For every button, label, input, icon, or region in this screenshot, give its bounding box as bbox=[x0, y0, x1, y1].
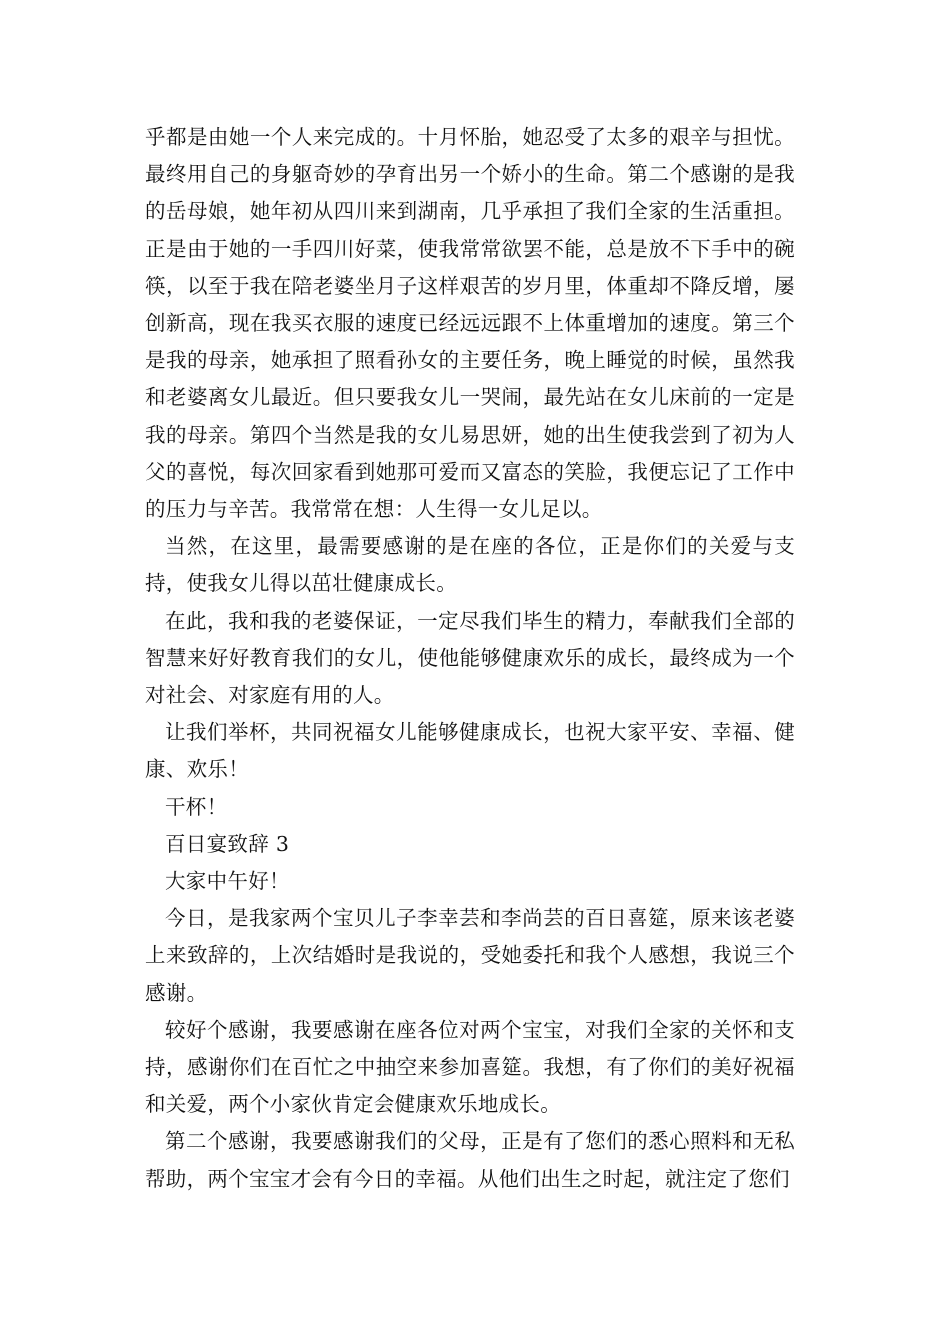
paragraph-1: 乎都是由她一个人来完成的。十月怀胎，她忍受了太多的艰辛与担忧。最终用自己的身躯奇妙的孕育出另一个娇小的生命。第二个感谢的是我的岳母娘，她年初从四川来到湖南，几乎承担了我们全家的生活重担。正是由于她的一手四川好菜，使我常常欲罢不能，总是放不下手中的碗筷，以至于我在陪老婆坐月子这样艰苦的岁月里，体重却不降反增，屡创新高，现在我买衣服的速度已经远远跟不上体重增加的速度。第三个是我的母亲，她承担了照看孙女的主要任务，晚上睡觉的时候，虽然我和老婆离女儿最近。但只要我女儿一哭闹，最先站在女儿床前的一定是我的母亲。第四个当然是我的女儿易思妍，她的出生使我尝到了初为人父的喜悦，每次回家看到她那可爱而又富态的笑脸，我便忘记了工作中的压力与辛苦。我常常在想：人生得一女儿足以。 bbox=[145, 125, 795, 522]
paragraph-8: 今日，是我家两个宝贝儿子李幸芸和李尚芸的百日喜筵，原来该老婆上来致辞的，上次结婚时是我说的，受她委托和我个人感想，我说三个感谢。 bbox=[145, 906, 795, 1005]
paragraph-10: 第二个感谢，我要感谢我们的父母，正是有了您们的悉心照料和无私帮助，两个宝宝才会有今日的幸福。从他们出生之时起，就注定了您们 bbox=[145, 1129, 795, 1191]
document-body bbox=[145, 119, 795, 1198]
paragraph-3: 在此，我和我的老婆保证，一定尽我们毕生的精力，奉献我们全部的智慧来好好教育我们的女儿，使他能够健康欢乐的成长，最终成为一个对社会、对家庭有用的人。 bbox=[145, 608, 795, 708]
paragraph-2: 当然，在这里，最需要感谢的是在座的各位，正是你们的关爱与支持，使我女儿得以茁壮健康成长。 bbox=[145, 534, 795, 596]
paragraph-9: 较好个感谢，我要感谢在座各位对两个宝宝，对我们全家的关怀和支持，感谢你们在百忙之中抽空来参加喜筵。我想，有了你们的美好祝福和关爱，两个小家伙肯定会健康欢乐地成长。 bbox=[145, 1017, 795, 1117]
paragraph-4: 让我们举杯，共同祝福女儿能够健康成长，也祝大家平安、幸福、健康、欢乐！ bbox=[145, 720, 795, 782]
section-heading: 百日宴致辞 3 bbox=[165, 831, 290, 856]
paragraph-greeting: 大家中午好！ bbox=[165, 869, 290, 894]
paragraph-5: 干杯！ bbox=[165, 794, 228, 819]
